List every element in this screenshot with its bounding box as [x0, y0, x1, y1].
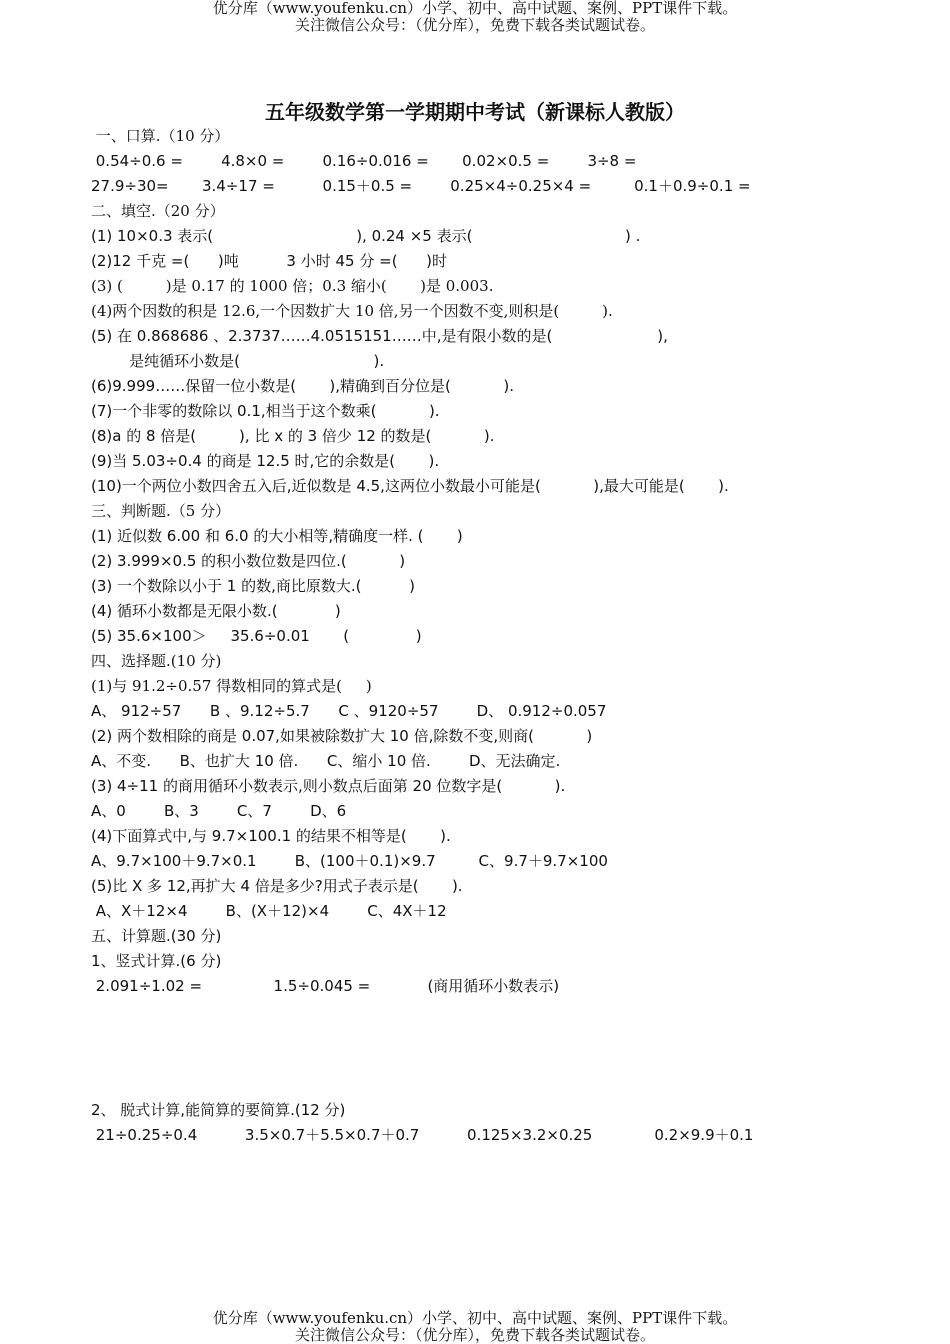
question-line: (4)下面算式中,与 9.7×100.1 的结果不相等是( ). [91, 827, 451, 845]
question-line: 2、 脱式计算,能简算的要简算.(12 分) [91, 1101, 346, 1119]
question-line: 1、竖式计算.(6 分) [91, 952, 222, 970]
question-line: 2.091÷1.02 = 1.5÷0.045 = (商用循环小数表示) [91, 977, 560, 995]
choice-options: A、X＋12×4 B、(X＋12)×4 C、4X＋12 [91, 902, 447, 920]
question-line: (5) 在 0.868686 、2.3737……4.0515151……中,是有限小数的是( ), [91, 327, 668, 345]
question-line: (7)一个非零的数除以 0.1,相当于这个数乘( ). [91, 402, 440, 420]
section-heading-fill: 二、填空.（20 分） [91, 202, 225, 220]
section-heading-calc: 五、计算题.(30 分) [91, 927, 222, 945]
header-line-1: 优分库（www.youfenku.cn）小学、初中、高中试题、案例、PPT课件下载。 [212, 0, 738, 17]
question-line: (4) 循环小数都是无限小数.( ) [91, 602, 341, 620]
question-line: (5)比 X 多 12,再扩大 4 倍是多少?用式子表示是( ). [91, 877, 463, 895]
question-line: (3) 4÷11 的商用循环小数表示,则小数点后面第 20 位数字是( ). [91, 777, 566, 795]
question-line: 是纯循环小数是( ). [91, 352, 385, 370]
question-line: (9)当 5.03÷0.4 的商是 12.5 时,它的余数是( ). [91, 452, 440, 470]
question-line: (1) 近似数 6.00 和 6.0 的大小相等,精确度一样. ( ) [91, 527, 463, 545]
question-line: (4)两个因数的积是 12.6,一个因数扩大 10 倍,另一个因数不变,则积是( ). [91, 302, 613, 320]
section-heading-choice: 四、选择题.(10 分) [91, 652, 222, 670]
choice-options: A、9.7×100＋9.7×0.1 B、(100＋0.1)×9.7 C、9.7＋9.7×100 [91, 852, 608, 870]
question-line: 21÷0.25÷0.4 3.5×0.7＋5.5×0.7＋0.7 0.125×3.2×0.25 0.2×9.9＋0.1 [91, 1126, 754, 1144]
footer-line-1: 优分库（www.youfenku.cn）小学、初中、高中试题、案例、PPT课件下载。 [212, 1309, 738, 1327]
question-line: (2) 3.999×0.5 的积小数位数是四位.( ) [91, 552, 406, 570]
question-line: (2)12 千克 =( )吨 3 小时 45 分 =( )时 [91, 252, 448, 270]
choice-options: A、0 B、3 C、7 D、6 [91, 802, 347, 820]
question-line: (10)一个两位小数四舍五入后,近似数是 4.5,这两位小数最小可能是( ),最大可能是( ). [91, 477, 729, 495]
exam-title: 五年级数学第一学期期中考试（新课标人教版） [265, 100, 685, 124]
choice-options: A、不变. B、也扩大 10 倍. C、缩小 10 倍. D、无法确定. [91, 752, 561, 770]
choice-options: A、 912÷57 B 、9.12÷5.7 C 、9120÷57 D、 0.912÷0.057 [91, 702, 607, 720]
question-line: 27.9÷30= 3.4÷17 = 0.15＋0.5 = 0.25×4÷0.25×4 = 0.1＋0.9÷0.1 = [91, 177, 751, 195]
header-line-2: 关注微信公众号：（优分库），免费下载各类试题试卷。 [294, 16, 655, 34]
question-line: (6)9.999……保留一位小数是( ),精确到百分位是( ). [91, 377, 514, 395]
question-line: (1) 10×0.3 表示( ), 0.24 ×5 表示( ) . [91, 227, 641, 245]
question-line: (3) 一个数除以小于 1 的数,商比原数大.( ) [91, 577, 416, 595]
question-line: (3) ( )是 0.17 的 1000 倍；0.3 缩小( )是 0.003. [91, 277, 494, 295]
section-heading-judge: 三、判断题.（5 分） [91, 502, 231, 520]
question-line: (1)与 91.2÷0.57 得数相同的算式是( ) [91, 677, 372, 695]
question-line: (2) 两个数相除的商是 0.07,如果被除数扩大 10 倍,除数不变,则商( ) [91, 727, 593, 745]
footer-line-2: 关注微信公众号：（优分库），免费下载各类试题试卷。 [294, 1326, 655, 1344]
question-line: (8)a 的 8 倍是( ), 比 x 的 3 倍少 12 的数是( ). [91, 427, 495, 445]
question-line: (5) 35.6×100＞ 35.6÷0.01 ( ) [91, 627, 422, 645]
section-heading-oral: 一、口算.（10 分） [91, 127, 230, 145]
question-line: 0.54÷0.6 = 4.8×0 = 0.16÷0.016 = 0.02×0.5 = 3÷8 = [91, 152, 637, 170]
